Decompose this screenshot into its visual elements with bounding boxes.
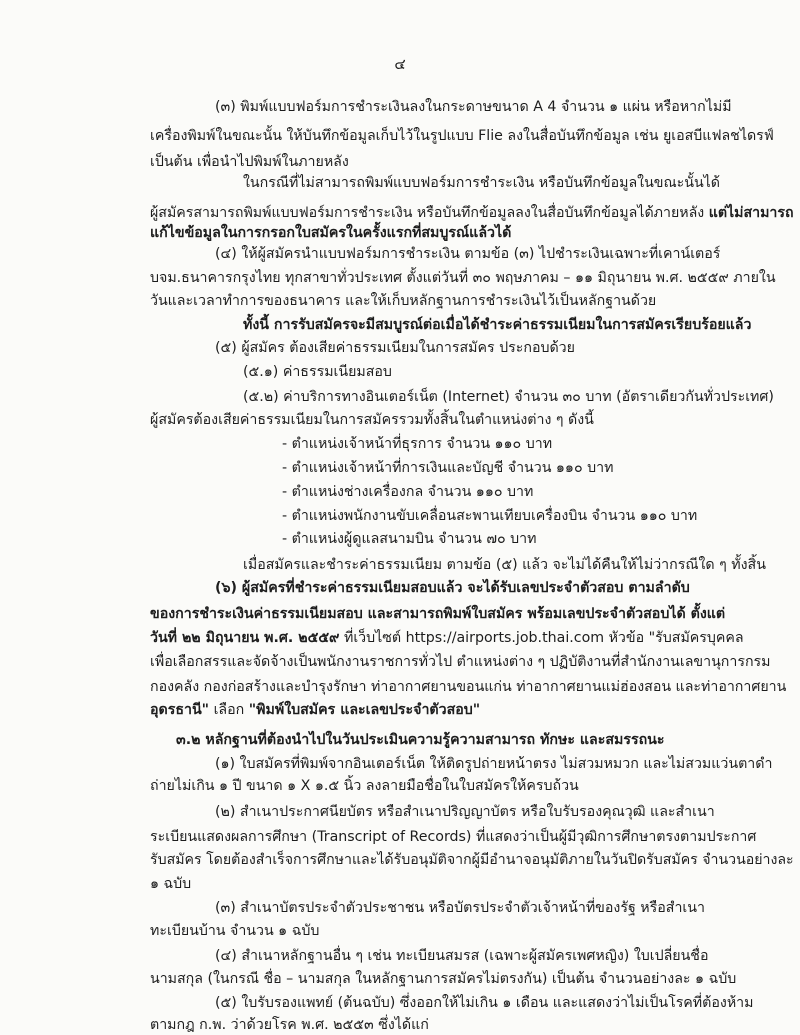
text-line: (๕) ผู้สมัคร ต้องเสียค่าธรรมเนียมในการสมัคร ประกอบด้วย [215, 340, 575, 356]
text-line: ในกรณีที่ไม่สามารถพิมพ์แบบฟอร์มการชำระเงิน หรือบันทึกข้อมูลในขณะนั้นได้ [243, 175, 720, 191]
text-line: ถ่ายไม่เกิน ๑ ปี ขนาด ๑ X ๑.๕ นิ้ว ลงลายมือชื่อในใบสมัครให้ครบถ้วน [150, 778, 579, 794]
text-line: รับสมัคร โดยต้องสำเร็จการศึกษาและได้รับอนุมัติจากผู้มีอำนาจอนุมัติภายในวันปิดรับสมัคร จำนวนอย่างละ [150, 852, 794, 868]
text-line: (๔) สำเนาหลักฐานอื่น ๆ เช่น ทะเบียนสมรส (เฉพาะผู้สมัครเพศหญิง) ใบเปลี่ยนชื่อ [215, 948, 709, 964]
text-line: เมื่อสมัครและชำระค่าธรรมเนียม ตามข้อ (๕) แล้ว จะไม่ได้คืนให้ไม่ว่ากรณีใด ๆ ทั้งสิ้น [243, 557, 766, 573]
text-line: (๓) สำเนาบัตรประจำตัวประชาชน หรือบัตรประจำตัวเจ้าหน้าที่ของรัฐ หรือสำเนา [215, 900, 705, 916]
page-number: ๔ [394, 55, 406, 73]
text-line: (๕.๒) ค่าบริการทางอินเตอร์เน็ต (Internet) จำนวน ๓๐ บาท (อัตราเดียวกันทั่วประเทศ) [243, 389, 774, 405]
text-line: (๕.๑) ค่าธรรมเนียมสอบ [243, 364, 392, 380]
text-line: ทะเบียนบ้าน จำนวน ๑ ฉบับ [150, 923, 320, 939]
text-line: วันและเวลาทำการของธนาคาร และให้เก็บหลักฐานการชำระเงินไว้เป็นหลักฐานด้วย [150, 293, 657, 309]
text-line: (๖) ผู้สมัครที่ชำระค่าธรรมเนียมสอบแล้ว จะได้รับเลขประจำตัวสอบ ตามลำดับ [215, 580, 690, 596]
list-item: - ตำแหน่งเจ้าหน้าที่ธุรการ จำนวน ๑๑๐ บาท [282, 436, 553, 452]
text-line: เป็นต้น เพื่อนำไปพิมพ์ในภายหลัง [150, 154, 349, 170]
list-item: - ตำแหน่งพนักงานขับเคลื่อนสะพานเทียบเครื่องบิน จำนวน ๑๑๐ บาท [282, 508, 698, 524]
text-line: วันที่ ๒๒ มิถุนายน พ.ศ. ๒๕๕๙ ที่เว็บไซต์ https://airports.job.thai.com หัวข้อ "รับสมัครบุคคล [150, 630, 744, 646]
text-line: แก้ไขข้อมูลในการกรอกใบสมัครในครั้งแรกที่สมบูรณ์แล้วได้ [150, 225, 512, 241]
text-line: ๑ ฉบับ [150, 876, 192, 892]
text-line: (๒) สำเนาประกาศนียบัตร หรือสำเนาปริญญาบัตร หรือใบรับรองคุณวุฒิ และสำเนา [215, 804, 715, 820]
list-item: - ตำแหน่งช่างเครื่องกล จำนวน ๑๑๐ บาท [282, 484, 534, 500]
text-line: บจม.ธนาคารกรุงไทย ทุกสาขาทั่วประเทศ ตั้งแต่วันที่ ๓๐ พฤษภาคม – ๑๑ มิถุนายน พ.ศ. ๒๕๕๙ ภายใน [150, 270, 776, 286]
text-line: (๑) ใบสมัครที่พิมพ์จากอินเตอร์เน็ต ให้ติดรูปถ่ายหน้าตรง ไม่สวมหมวก และไม่สวมแว่นตาดำ [215, 756, 773, 772]
text-line: (๔) ให้ผู้สมัครนำแบบฟอร์มการชำระเงิน ตามข้อ (๓) ไปชำระเงินเฉพาะที่เคาน์เตอร์ [215, 246, 721, 262]
text-line: (๓) พิมพ์แบบฟอร์มการชำระเงินลงในกระดาษขนาด A 4 จำนวน ๑ แผ่น หรือหากไม่มี [215, 99, 732, 115]
text-line: กองคลัง กองก่อสร้างและบำรุงรักษา ท่าอากาศยานขอนแก่น ท่าอากาศยานแม่ฮ่องสอน และท่าอากาศยาน [150, 679, 787, 695]
list-item: - ตำแหน่งผู้ดูแลสนามบิน จำนวน ๗๐ บาท [282, 531, 537, 547]
text-line: เครื่องพิมพ์ในขณะนั้น ให้บันทึกข้อมูลเก็บไว้ในรูปแบบ Flie ลงในสื่อบันทึกข้อมูล เช่น ยูเอสบีแฟลชไดรฟ์ [150, 128, 774, 144]
section-heading: ๓.๒ หลักฐานที่ต้องนำไปในวันประเมินความรู้ความสามารถ ทักษะ และสมรรถนะ [176, 732, 665, 748]
list-item: - ตำแหน่งเจ้าหน้าที่การเงินและบัญชี จำนวน ๑๑๐ บาท [282, 460, 614, 476]
text-line: (๕) ใบรับรองแพทย์ (ต้นฉบับ) ซึ่งออกให้ไม่เกิน ๑ เดือน และแสดงว่าไม่เป็นโรคที่ต้องห้าม [215, 995, 754, 1011]
text-line: ระเบียนแสดงผลการศึกษา (Transcript of Records) ที่แสดงว่าเป็นผู้มีวุฒิการศึกษาตรงตามประกาศ [150, 829, 757, 845]
text-line: ตามกฎ ก.พ. ว่าด้วยโรค พ.ศ. ๒๕๕๓ ซึ่งได้แก่ [150, 1017, 429, 1033]
text-line: อุดรธานี" เลือก "พิมพ์ใบสมัคร และเลขประจำตัวสอบ" [150, 702, 481, 718]
text-line: ทั้งนี้ การรับสมัครจะมีสมบูรณ์ต่อเมื่อได้ชำระค่าธรรมเนียมในการสมัครเรียบร้อยแล้ว [243, 317, 752, 333]
text-line: ผู้สมัครสามารถพิมพ์แบบฟอร์มการชำระเงิน หรือบันทึกข้อมูลลงในสื่อบันทึกข้อมูลได้ภายหลัง แต่ไม่สามารถ [150, 205, 794, 221]
text-line: นามสกุล (ในกรณี ชื่อ – นามสกุล ในหลักฐานการสมัครไม่ตรงกัน) เป็นต้น จำนวนอย่างละ ๑ ฉบับ [150, 971, 737, 987]
text-line: ผู้สมัครต้องเสียค่าธรรมเนียมในการสมัครรวมทั้งสิ้นในตำแหน่งต่าง ๆ ดังนี้ [150, 412, 594, 428]
text-line: ของการชำระเงินค่าธรรมเนียมสอบ และสามารถพิมพ์ใบสมัคร พร้อมเลขประจำตัวสอบได้ ตั้งแต่ [150, 606, 726, 622]
text-line: เพื่อเลือกสรรและจัดจ้างเป็นพนักงานราชการทั่วไป ตำแหน่งต่าง ๆ ปฏิบัติงานที่สำนักงานเลขานุการกรม [150, 654, 771, 670]
